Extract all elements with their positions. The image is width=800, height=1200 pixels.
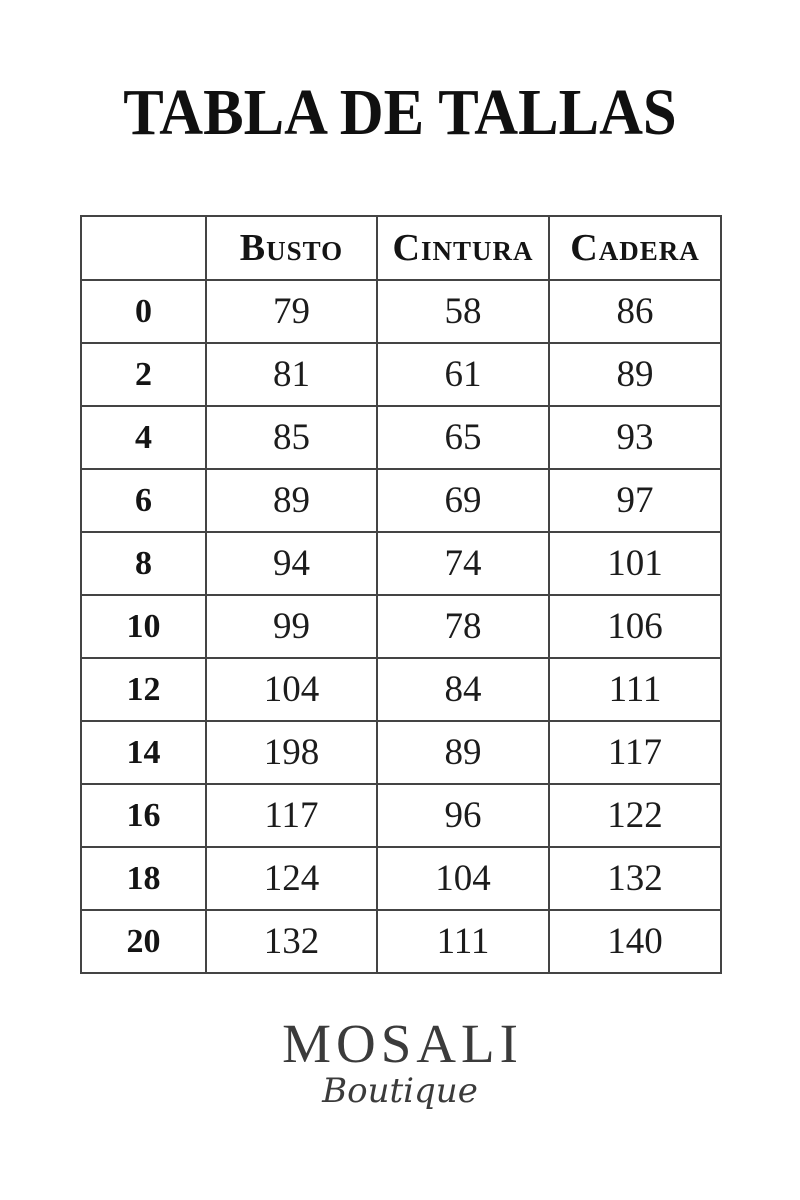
cadera-cell: 122 <box>549 784 721 847</box>
cadera-cell: 117 <box>549 721 721 784</box>
table-row <box>81 910 721 973</box>
size-cell: 8 <box>81 532 206 595</box>
size-cell: 18 <box>81 847 206 910</box>
size-table <box>80 215 722 974</box>
size-cell: 20 <box>81 910 206 973</box>
busto-cell: 89 <box>206 469 377 532</box>
table-row <box>81 658 721 721</box>
table-row <box>81 721 721 784</box>
corner-cell <box>81 216 206 280</box>
size-cell: 6 <box>81 469 206 532</box>
cadera-cell: 101 <box>549 532 721 595</box>
size-cell: 12 <box>81 658 206 721</box>
cadera-cell: 86 <box>549 280 721 343</box>
busto-cell: 104 <box>206 658 377 721</box>
col-header-busto: Busto <box>206 216 377 280</box>
cintura-cell: 58 <box>377 280 549 343</box>
cadera-cell: 140 <box>549 910 721 973</box>
cadera-cell: 97 <box>549 469 721 532</box>
cadera-cell: 132 <box>549 847 721 910</box>
cintura-cell: 104 <box>377 847 549 910</box>
brand-logo <box>0 1013 800 1111</box>
table-row <box>81 784 721 847</box>
cintura-cell: 74 <box>377 532 549 595</box>
cadera-cell: 106 <box>549 595 721 658</box>
brand-tagline: Boutique <box>322 1071 478 1111</box>
size-cell: 4 <box>81 406 206 469</box>
cintura-cell: 89 <box>377 721 549 784</box>
size-cell: 14 <box>81 721 206 784</box>
busto-cell: 117 <box>206 784 377 847</box>
size-cell: 16 <box>81 784 206 847</box>
busto-cell: 124 <box>206 847 377 910</box>
busto-cell: 79 <box>206 280 377 343</box>
busto-cell: 81 <box>206 343 377 406</box>
col-header-cintura: Cintura <box>377 216 549 280</box>
size-cell: 0 <box>81 280 206 343</box>
page-title: TABLA DE TALLAS <box>123 76 677 149</box>
cintura-cell: 96 <box>377 784 549 847</box>
size-cell: 10 <box>81 595 206 658</box>
table-row <box>81 280 721 343</box>
cadera-cell: 93 <box>549 406 721 469</box>
cadera-cell: 89 <box>549 343 721 406</box>
cintura-cell: 84 <box>377 658 549 721</box>
busto-cell: 94 <box>206 532 377 595</box>
table-row <box>81 532 721 595</box>
table-row <box>81 595 721 658</box>
busto-cell: 198 <box>206 721 377 784</box>
cintura-cell: 65 <box>377 406 549 469</box>
cadera-cell: 111 <box>549 658 721 721</box>
table-row <box>81 343 721 406</box>
table-row <box>81 847 721 910</box>
table-row <box>81 406 721 469</box>
cintura-cell: 111 <box>377 910 549 973</box>
col-header-cadera: Cadera <box>549 216 721 280</box>
cintura-cell: 78 <box>377 595 549 658</box>
busto-cell: 85 <box>206 406 377 469</box>
cintura-cell: 61 <box>377 343 549 406</box>
busto-cell: 99 <box>206 595 377 658</box>
size-cell: 2 <box>81 343 206 406</box>
busto-cell: 132 <box>206 910 377 973</box>
cintura-cell: 69 <box>377 469 549 532</box>
header-row <box>81 216 721 280</box>
brand-name: MOSALI <box>282 1013 523 1074</box>
table-row <box>81 469 721 532</box>
